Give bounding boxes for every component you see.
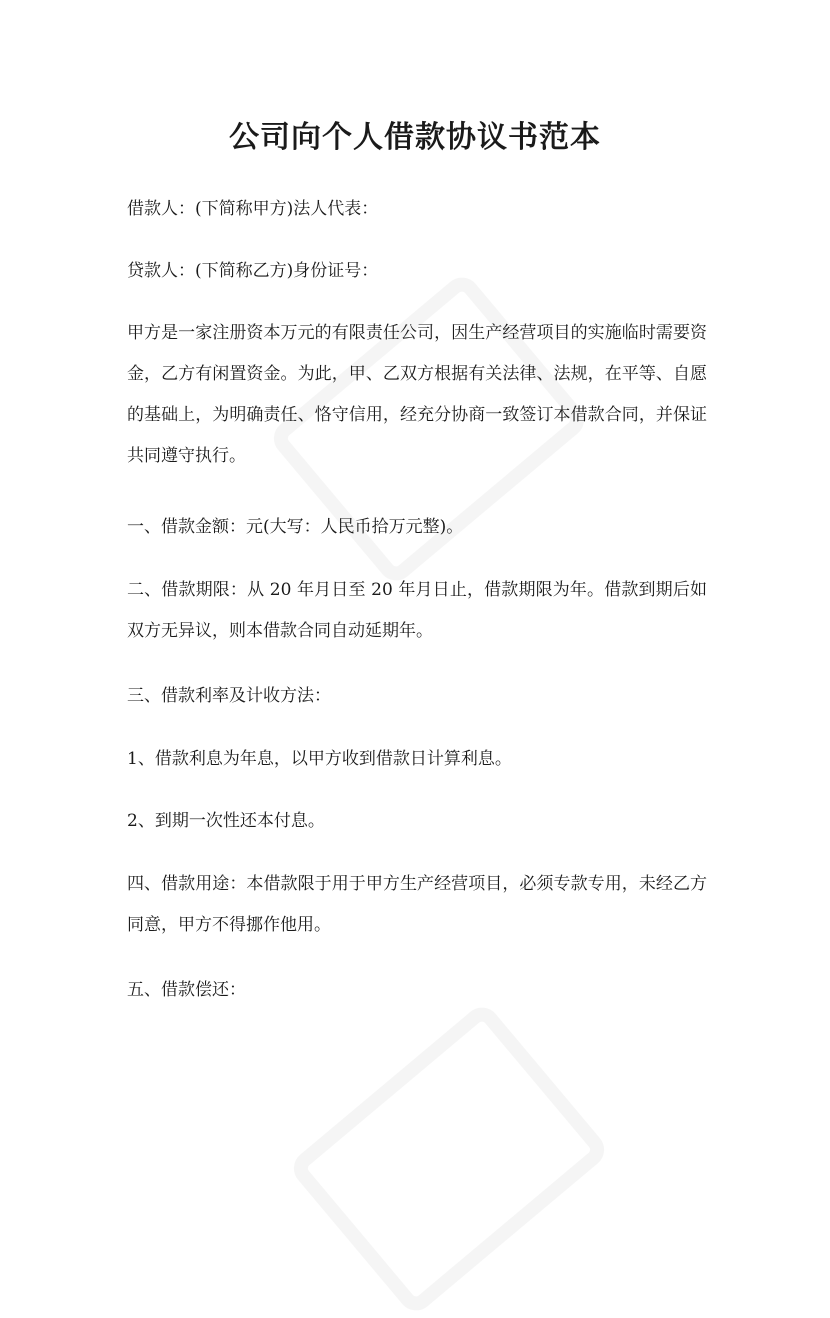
paragraph-preamble: 甲方是一家注册资本万元的有限责任公司，因生产经营项目的实施临时需要资金，乙方有闲置资金。为此，甲、乙双方根据有关法律、法规，在平等、自愿的基础上，为明确责任、恪守信用，经充分协商一致签订本借款合同，并保证共同遵守执行。	[127, 323, 707, 466]
paragraph-interest-item-2: 2、到期一次性还本付息。	[127, 811, 325, 831]
paragraph-interest-heading: 三、借款利率及计收方法：	[127, 686, 331, 706]
paragraph-interest-item-1: 1、借款利息为年息，以甲方收到借款日计算利息。	[127, 749, 512, 769]
paragraph-borrower: 借款人：(下简称甲方)法人代表：	[127, 199, 379, 219]
paragraph-loan-purpose: 四、借款用途：本借款限于用于甲方生产经营项目，必须专款专用，未经乙方同意，甲方不得挪作他用。	[127, 874, 707, 935]
document-title: 公司向个人借款协议书范本	[229, 120, 601, 155]
watermark-frame	[287, 1000, 612, 1318]
paragraph-loan-amount: 一、借款金额：元(大写：人民币拾万元整)。	[127, 517, 464, 537]
paragraph-repayment-heading: 五、借款偿还：	[127, 980, 246, 1000]
paragraph-loan-term: 二、借款期限：从 20 年月日至 20 年月日止，借款期限为年。借款到期后如双方无异议，则本借款合同自动延期年。	[127, 580, 707, 641]
paragraph-lender: 贷款人：(下简称乙方)身份证号：	[127, 261, 379, 281]
